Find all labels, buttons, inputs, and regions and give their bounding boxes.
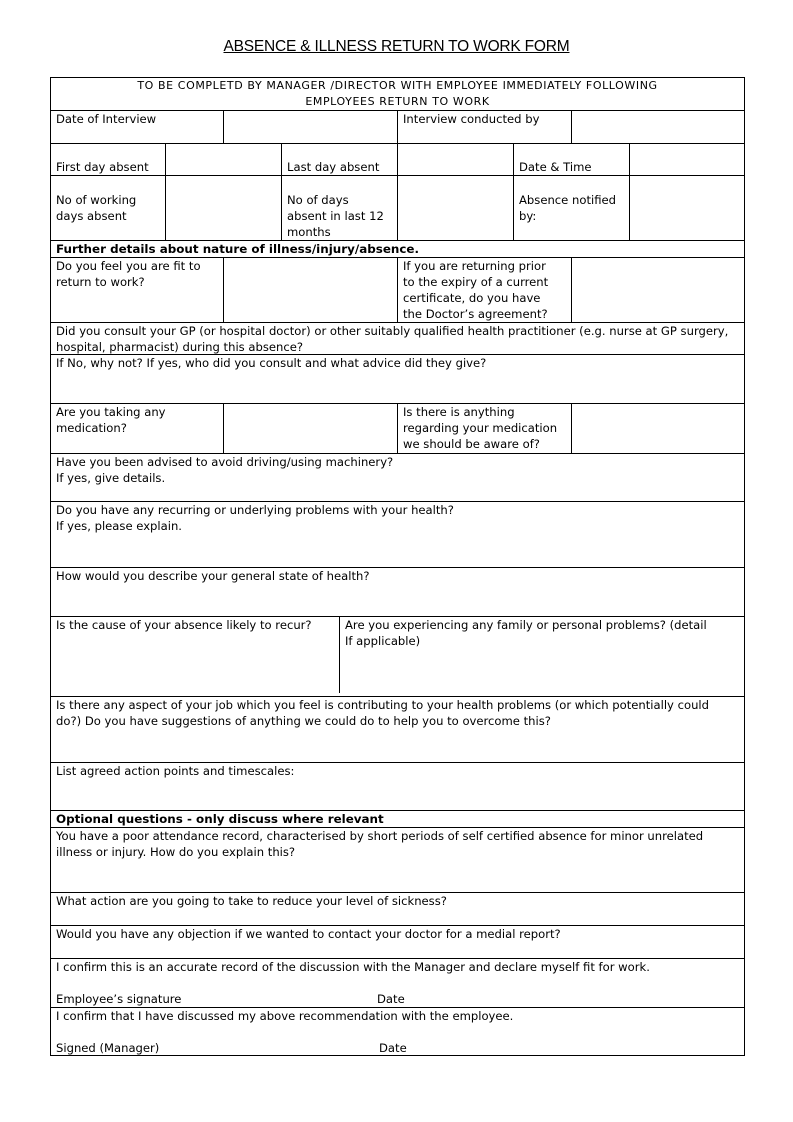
family-problems-field[interactable] [340,649,744,696]
taking-medication-label: Are you taking any medication? [56,405,166,435]
poor-attendance-field[interactable] [51,860,744,892]
interview-conducted-by-label: Interview conducted by [403,112,540,126]
manager-date-label: Date [379,1041,407,1055]
form-table [50,77,745,1056]
manager-date-field[interactable] [410,1040,610,1055]
interview-conducted-by-field[interactable] [572,111,744,143]
recurring-problems-field[interactable] [51,534,744,567]
avoid-driving-field[interactable] [51,486,744,501]
absence-notified-by-field[interactable] [630,176,744,240]
further-details-heading: Further details about nature of illness/injury/absence. [56,242,419,256]
date-of-interview-label: Date of Interview [56,112,157,126]
manager-signature-label: Signed (Manager) [56,1041,160,1055]
optional-questions-heading: Optional questions - only discuss where relevant [56,812,384,826]
manager-signature-field[interactable] [164,1040,364,1055]
reduce-sickness-label: What action are you going to take to reduce your level of sickness? [56,894,447,908]
last-day-absent-field[interactable] [398,144,513,175]
cause-recur-field[interactable] [51,633,339,696]
manager-confirmation-text: I confirm that I have discussed my above recommendation with the employee. [56,1009,514,1023]
avoid-driving-label: Have you been advised to avoid driving/using machinery? If yes, give details. [56,455,394,485]
working-days-absent-label: No of working days absent [56,193,137,223]
employee-confirmation-text: I confirm this is an accurate record of the discussion with the Manager and declare myself fit for work. [56,960,650,974]
fit-to-return-label: Do you feel you are fit to return to work? [56,259,201,289]
date-of-interview-field[interactable] [224,111,397,143]
contact-doctor-field[interactable] [51,942,744,958]
absence-notified-by-label: Absence notified by: [519,193,617,223]
general-health-label: How would you describe your general state of health? [56,569,370,583]
reduce-sickness-field[interactable] [51,909,744,925]
action-points-label: List agreed action points and timescales: [56,764,295,778]
employee-signature-label: Employee’s signature [56,992,182,1006]
employee-date-label: Date [377,992,405,1006]
employee-date-field[interactable] [408,991,608,1007]
returning-prior-label: If you are returning prior to the expiry of a current certificate, do you have the Doctor’s agreement? [403,259,549,321]
medication-awareness-field[interactable] [572,404,744,453]
family-problems-label: Are you experiencing any family or personal problems? (detail If applicable) [345,618,707,648]
doctors-agreement-field[interactable] [572,258,744,322]
job-aspect-field[interactable] [51,729,744,762]
form-title: ABSENCE & ILLNESS RETURN TO WORK FORM [223,38,570,55]
days-absent-12-months-field[interactable] [398,176,513,240]
employee-signature-field[interactable] [180,991,370,1007]
job-aspect-question: Is there any aspect of your job which you feel is contributing to your health problems (or which potentially could do?) Do you have suggestions of anything we could do to help you to overcome this? [56,698,710,728]
date-time-label: Date & Time [519,160,592,174]
consult-gp-question: Did you consult your GP (or hospital doctor) or other suitably qualified health practitioner (e.g. nurse at GP surgery, hospital, pharmacist) during this absence? [56,324,729,354]
first-day-absent-field[interactable] [166,144,281,175]
last-day-absent-label: Last day absent [287,160,380,174]
action-points-field[interactable] [51,779,744,810]
cause-recur-label: Is the cause of your absence likely to recur? [56,618,312,632]
consult-details-field[interactable] [51,371,744,403]
form-instructions-header: TO BE COMPLETD BY MANAGER /DIRECTOR WITH EMPLOYEE IMMEDIATELY FOLLOWING EMPLOYEES RETURN TO WORK [137,79,658,108]
medication-awareness-label: Is there is anything regarding your medication we should be aware of? [403,405,558,451]
poor-attendance-question: You have a poor attendance record, characterised by short periods of self certified absence for minor unrelated illness or injury. How do you explain this? [56,829,704,859]
general-health-field[interactable] [51,584,744,616]
recurring-problems-label: Do you have any recurring or underlying problems with your health? If yes, please explain. [56,503,454,533]
contact-doctor-label: Would you have any objection if we wanted to contact your doctor for a medial report? [56,927,561,941]
fit-to-return-field[interactable] [224,258,397,322]
days-absent-12-months-label: No of days absent in last 12 months [287,193,384,239]
consult-details-label: If No, why not? If yes, who did you consult and what advice did they give? [56,356,487,370]
first-day-absent-label: First day absent [56,160,149,174]
working-days-absent-field[interactable] [166,176,281,240]
date-time-field[interactable] [630,144,744,175]
taking-medication-field[interactable] [224,404,397,453]
